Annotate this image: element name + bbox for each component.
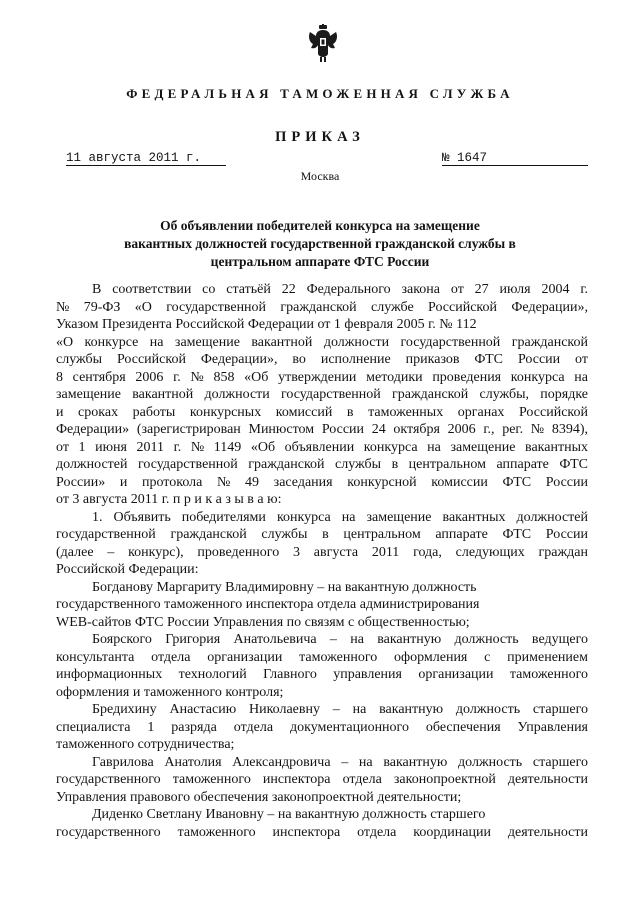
body-line: Указом Президента Российской Федерации от 1 февраля 2005 г. № 112 — [56, 317, 477, 332]
order-city: Москва — [300, 169, 340, 183]
body-line: государственной гражданской службы в центральном аппарате ФТС России — [56, 527, 588, 542]
body-line: Российской Федерации: — [56, 562, 199, 577]
body-line: специалиста 1 разряда отдела документационного обеспечения Управления — [56, 719, 588, 735]
order-date: 11 августа 2011 г. — [66, 151, 226, 166]
body-line: от 1 июня 2011 г. № 1149 «Об объявлении конкурса на замещение вакантных — [56, 439, 588, 455]
body-line: замещение вакантной должности государственной гражданской службы, порядке — [56, 387, 588, 402]
body-line: службы Российской Федерации», во исполнение приказов ФТС России от — [56, 352, 588, 367]
body-line: Богданову Маргариту Владимировну – на вакантную должность — [92, 579, 477, 595]
body-line: № 79-ФЗ «О государственной гражданской службе Российской Федерации», — [56, 299, 588, 315]
body-line: должностей государственной гражданской службы в центральном аппарате ФТС — [56, 457, 588, 472]
body-line: (далее – конкурс), проведенного 3 августа 2011 года, следующих граждан — [56, 544, 588, 560]
body-line: В соответствии со статьёй 22 Федерального закона от 27 июля 2004 г. — [92, 282, 588, 297]
body-line: Боярского Григория Анатольевича – на вакантную должность ведущего — [92, 632, 588, 647]
coat-of-arms-emblem — [306, 24, 340, 64]
document-type: ПРИКАЗ — [275, 129, 365, 145]
body-line: консультанта отдела организации таможенного оформления с применением — [56, 649, 588, 665]
body-line: таможенного сотрудничества; — [56, 737, 235, 752]
subject-line: Об объявлении победителей конкурса на замещение — [160, 218, 480, 233]
body-line: государственного таможенного инспектора отдела законопроектной деятельности — [56, 772, 588, 787]
body-line: государственного таможенного инспектора отдела координации деятельности — [56, 824, 588, 840]
body-line: Диденко Светлану Ивановну – на вакантную должность старшего — [92, 807, 486, 822]
order-number: № 1647 — [442, 151, 588, 166]
body-line: Бредихину Анастасию Николаевну – на вакантную должность старшего — [92, 702, 588, 717]
body-line: и сроках работы конкурсных комиссий в таможенных органах Российской — [56, 404, 588, 420]
order-body — [56, 281, 588, 841]
body-line: Гаврилова Анатолия Александровича – на вакантную должность старшего — [92, 754, 588, 770]
body-line: государственного таможенного инспектора отдела администрирования — [56, 597, 480, 612]
subject-line: центральном аппарате ФТС России — [210, 254, 430, 269]
body-line: России» и протокола № 49 заседания конкурсной комиссии ФТС России — [56, 474, 588, 490]
order-subject — [80, 217, 560, 271]
body-line: «О конкурсе на замещение вакантной должности государственной гражданской — [56, 334, 588, 350]
body-line: WEB-сайтов ФТС России Управления по связям с общественностью; — [56, 614, 470, 630]
body-line: Управления правового обеспечения законопроектной деятельности; — [56, 789, 462, 805]
body-line: Федерации» (зарегистрирован Минюстом России 24 октября 2006 г., рег. № 8394), — [56, 422, 588, 437]
body-line: 1. Объявить победителями конкурса на замещение вакантных должностей — [92, 509, 588, 525]
subject-line: вакантных должностей государственной гражданской службы в — [124, 236, 516, 251]
agency-name: ФЕДЕРАЛЬНАЯ ТАМОЖЕННАЯ СЛУЖБА — [126, 86, 514, 101]
body-line: информационных технологий Главного управления организации таможенного — [56, 667, 588, 682]
body-line: от 3 августа 2011 г. п р и к а з ы в а ю: — [56, 492, 282, 507]
body-line: 8 сентября 2006 г. № 858 «Об утверждении методики проведения конкурса на — [56, 369, 588, 385]
body-line: оформления и таможенного контроля; — [56, 684, 284, 700]
